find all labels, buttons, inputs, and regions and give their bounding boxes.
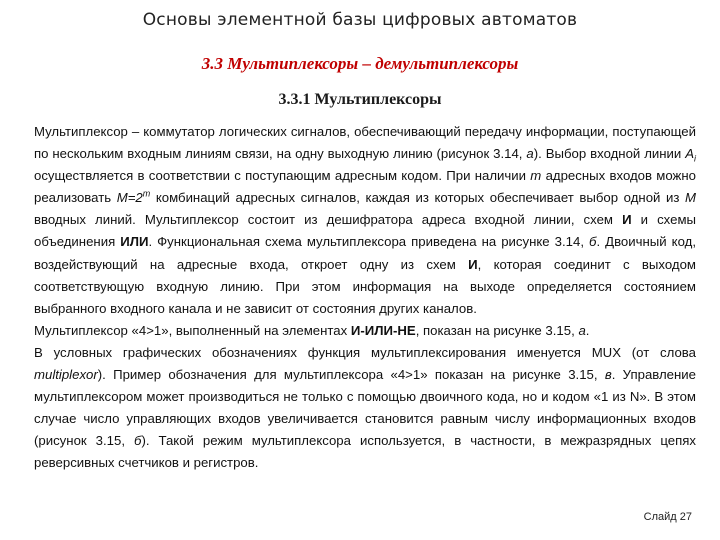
paragraph-3 bbox=[34, 342, 696, 475]
body-text bbox=[34, 121, 696, 475]
text-run: комбинаций адресных сигналов, каждая из которых обеспечивает выбор одной из bbox=[150, 190, 686, 206]
text-run: . Функциональная схема мультиплексора приведена на рисунке 3.14, bbox=[148, 234, 590, 250]
logic-or: ИЛИ bbox=[120, 234, 149, 250]
logic-and: И bbox=[622, 212, 632, 228]
text-run: , которая соединит с выходом соответствующую входную линию. При этом информация на выходе определяется состоянием выбранного входного канала и не зависит от состояния других каналов. bbox=[34, 256, 696, 316]
text-run: . bbox=[585, 322, 590, 338]
figure-ref: а bbox=[526, 146, 534, 162]
variable-M: M bbox=[685, 190, 697, 206]
figure-ref: в bbox=[604, 367, 612, 383]
address-line-symbol: $A_i$ bbox=[685, 146, 697, 164]
text-run: , показан на рисунке 3.15, bbox=[415, 322, 579, 338]
logic-and: И bbox=[468, 256, 478, 272]
text-run: и схемы объединения bbox=[34, 212, 696, 250]
slide-header: Основы элементной базы цифровых автоматов bbox=[142, 10, 578, 30]
text-run: Мультиплексор – коммутатор логических сигналов, обеспечивающий передачу информации, поступающей по нескольким входным линиям связи, на одну выходную линию (рисунок 3.14, bbox=[34, 124, 696, 162]
text-run: осуществляется в соответствии с поступающим адресным кодом. При наличии bbox=[34, 168, 531, 184]
text-run: вводных линий. Мультиплексор состоит из дешифратора адреса входной линии, схем bbox=[34, 212, 623, 228]
figure-ref: а bbox=[578, 322, 586, 338]
formula: $M=2^m$ bbox=[116, 188, 151, 206]
text-run: ). Пример обозначения для мультиплексора «4>1» показан на рисунке 3.15, bbox=[97, 367, 605, 383]
section-title: 3.3.1 Мультиплексоры bbox=[278, 91, 442, 108]
text-run: Мультиплексор «4>1», выполненный на элементах bbox=[34, 322, 351, 338]
figure-ref: б bbox=[589, 234, 597, 250]
subtitle: 3.3 Мультиплексоры – демультиплексоры bbox=[201, 54, 519, 73]
text-run: адресных входов можно реализовать bbox=[34, 168, 696, 206]
text-run: ). Выбор входной линии bbox=[533, 146, 686, 162]
figure-ref: б bbox=[134, 433, 142, 449]
logic-elements: И-ИЛИ-НЕ bbox=[350, 322, 416, 338]
paragraph-1 bbox=[34, 121, 696, 320]
text-run: В условных графических обозначениях функция мультиплексирования именуется MUX (от слова bbox=[34, 344, 696, 360]
variable-m: m bbox=[530, 168, 542, 184]
text-run: . Двоичный код, воздействующий на адресные входа, откроет одну из схем bbox=[34, 234, 696, 272]
english-word: multiplexor bbox=[34, 367, 98, 383]
slide-number: Слайд 27 bbox=[643, 511, 692, 523]
text-run: ). Такой режим мультиплексора используется, в частности, в межразрядных цепях реверсивных счетчиков и регистров. bbox=[34, 433, 696, 471]
paragraph-2 bbox=[34, 320, 696, 342]
text-run: . Управление мультиплексором может производиться не только с помощью двоичного кода, но и кодом «1 из N». В этом случае число управляющих входов увеличивается становится равным числу информационных входов (рисунок 3.15, bbox=[34, 367, 696, 449]
